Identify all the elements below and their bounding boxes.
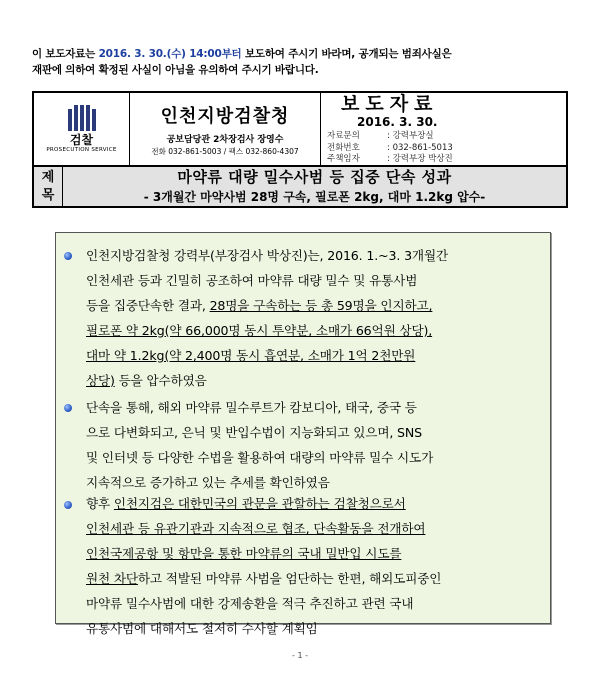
bullet-line: 원천 차단하고 적발된 마약류 사범을 엄단하는 한편, 해외도피중인 <box>86 571 442 586</box>
office-spokesperson: 공보담당관 2차장검사 장영수 <box>166 134 284 145</box>
logo-subtitle: PROSECUTION SERVICE <box>46 146 117 153</box>
office-cell <box>130 92 321 167</box>
page-number: - 1 - <box>292 651 308 660</box>
bullet-icon <box>64 252 72 260</box>
bullet-line: 대마 약 1.2kg(약 2,400명 동시 흡연분, 소매가 1억 2천만원 <box>86 348 416 363</box>
title-label: 제 목 <box>33 166 63 207</box>
bullet-line: 지속적으로 증가하고 있는 추세를 확인하였음 <box>86 475 330 490</box>
title-table <box>32 165 568 208</box>
press-date: 2016. 3. 30. <box>357 115 438 129</box>
bullet-line: 단속을 통해, 해외 마약류 밀수루트가 캄보디아, 태국, 중국 등 <box>86 400 417 415</box>
prosecution-logo <box>34 105 129 154</box>
bullet-line: 인천세관 등과 긴밀히 공조하여 마약류 대량 밀수 및 유통사범 <box>86 273 418 288</box>
bullet-line: 필로폰 약 2kg(약 66,000명 동시 투약분, 소매가 66억원 상당), <box>86 323 433 338</box>
logo-word: 검찰 <box>69 132 94 147</box>
bullet-line: 상당) 등을 압수하였음 <box>86 373 207 388</box>
contact-row: 전화번호 : 032-861-5013 <box>327 142 453 153</box>
bullet-line: 으로 다변화되고, 은닉 및 반입수법이 지능화되고 있으며, SNS <box>86 425 422 440</box>
embargo-notice <box>32 46 552 78</box>
notice-prefix: 이 보도자료는 <box>32 48 99 60</box>
contact-row: 자료문의 : 강력부장실 <box>327 131 434 141</box>
bullet-line: 인천지방검찰청 강력부(부장검사 박상진)는, 2016. 1.~3. 3개월간 <box>86 248 448 263</box>
press-release-title: 보도자료 <box>341 93 439 115</box>
notice-suffix: 보도하여 주시기 바라며, 공개되는 범죄사실은 <box>241 48 452 60</box>
logo-emblem-icon <box>68 105 96 131</box>
bullet-line: 향후 인천지검은 대한민국의 관문을 관할하는 검찰청으로서 <box>86 496 406 511</box>
bullet-line: 유통사범에 대해서도 철저히 수사할 계획임 <box>86 621 318 636</box>
office-name: 인천지방검찰청 <box>160 105 290 127</box>
press-info-cell <box>321 92 568 167</box>
office-phone-fax: 전화 032-861-5003 / 팩스 032-860-4307 <box>151 146 299 156</box>
summary-box <box>55 232 551 636</box>
contact-info <box>327 131 566 166</box>
embargo-notice-line2: 재판에 의하여 확정된 사실이 아님을 유의하여 주시기 바랍니다. <box>32 64 319 76</box>
bullet-line: 인천세관 등 유관기관과 지속적으로 협조, 단속활동을 전개하여 <box>86 521 426 536</box>
bullet-line: 및 인터넷 등 다양한 수법을 활용하여 대량의 마약류 밀수 시도가 <box>86 450 434 465</box>
contact-row: 주책임자 : 강력부장 박상진 <box>327 154 453 164</box>
bullet-line: 마약류 밀수사범에 대한 강제송환을 적극 추진하고 관련 국내 <box>86 596 414 611</box>
press-header <box>32 91 568 168</box>
notice-datetime: 2016. 3. 30.(수) 14:00부터 <box>98 48 242 60</box>
headline: 마약류 대량 밀수사범 등 집중 단속 성과 <box>177 168 452 186</box>
logo-cell <box>33 92 130 167</box>
bullet-line: 등을 집중단속한 결과, 28명을 구속하는 등 총 59명을 인지하고, <box>86 298 433 313</box>
embargo-notice-line1 <box>32 46 552 62</box>
subheadline: - 3개월간 마약사범 28명 구속, 필로폰 2kg, 대마 1.2kg 압수- <box>143 190 486 204</box>
bullet-icon <box>64 501 72 509</box>
bullet-line: 인천국제공항 및 항만을 통한 마약류의 국내 밀반입 시도를 <box>86 546 402 561</box>
bullet-icon <box>64 404 72 412</box>
title-content <box>63 166 568 207</box>
